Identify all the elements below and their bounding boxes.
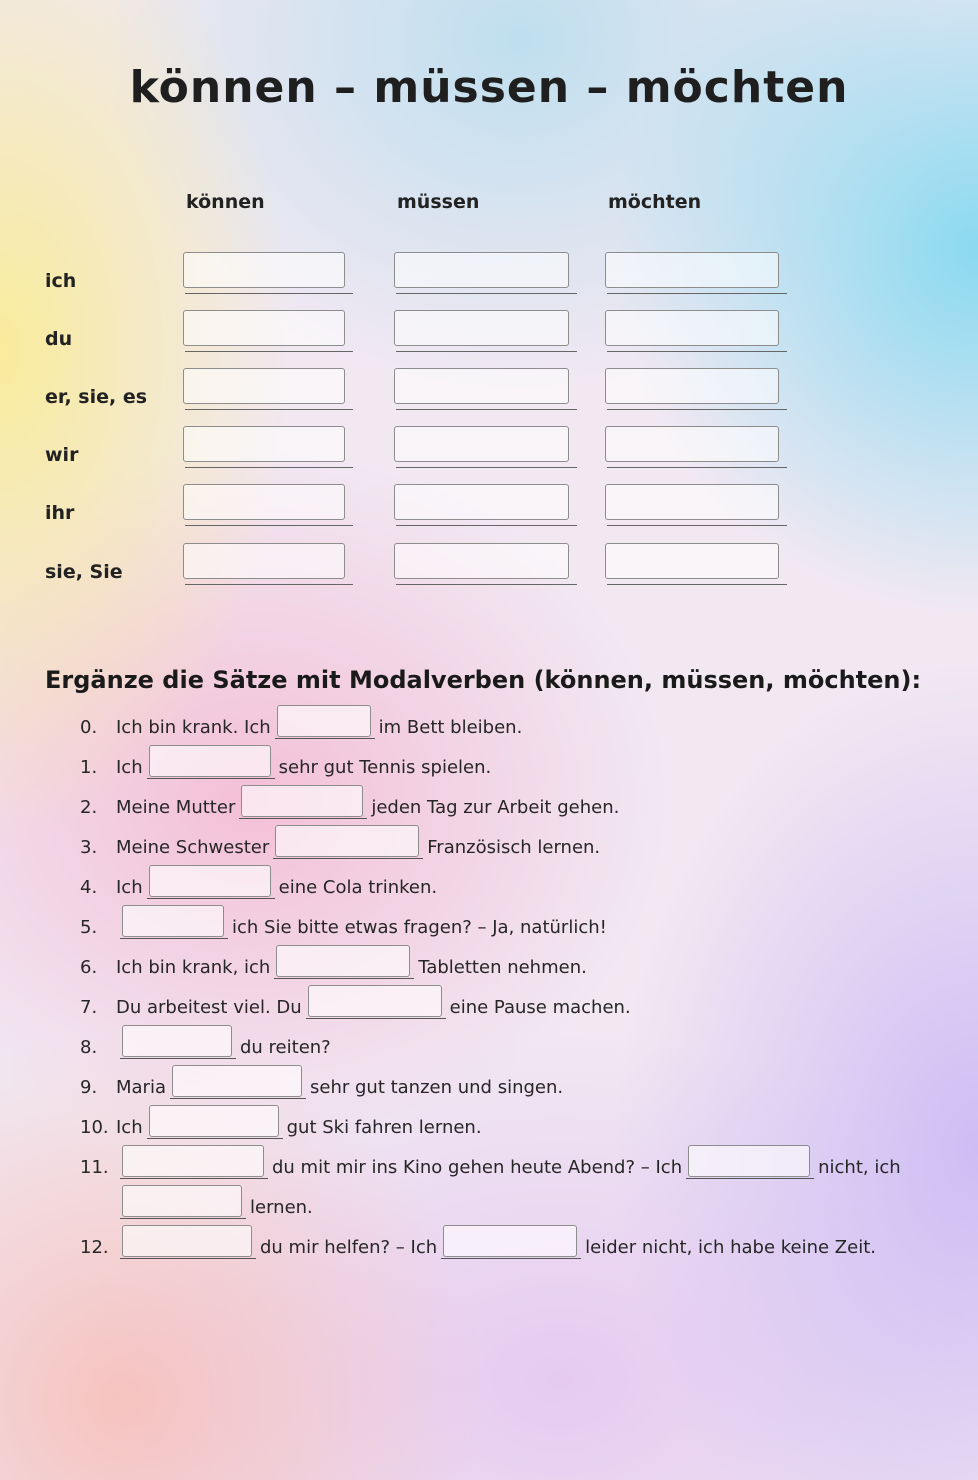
answer-box[interactable] [605, 426, 779, 462]
answer-gap[interactable] [120, 1025, 236, 1059]
answer-cell-koennen-er-sie-es[interactable] [183, 368, 353, 410]
answer-underline [607, 409, 787, 411]
answer-box[interactable] [183, 543, 345, 579]
answer-cell-muessen-ich[interactable] [394, 252, 577, 294]
sentence-number: 5. [80, 917, 98, 938]
sentence-10 [80, 1105, 482, 1145]
sentence-number: 3. [80, 837, 98, 858]
answer-cell-muessen-sie-Sie[interactable] [394, 543, 577, 585]
sentence-2 [80, 785, 619, 825]
sentence-number: 6. [80, 957, 98, 978]
answer-cell-koennen-wir[interactable] [183, 426, 353, 468]
sentence-12 [80, 1225, 876, 1265]
sentence-3 [80, 825, 600, 865]
sentence-text: jeden Tag zur Arbeit gehen. [371, 797, 620, 818]
sentence-11-continued [80, 1185, 313, 1225]
sentence-text: ich Sie bitte etwas fragen? – Ja, natürlich! [232, 917, 607, 938]
answer-gap[interactable] [120, 905, 228, 939]
pronoun-wir: wir [45, 444, 79, 466]
answer-box[interactable] [394, 368, 569, 404]
sentence-text: Französisch lernen. [427, 837, 601, 858]
sentence-6 [80, 945, 587, 985]
answer-box[interactable] [394, 252, 569, 288]
sentence-text: Maria [116, 1077, 166, 1098]
sentence-text: Ich [116, 757, 143, 778]
sentence-text: Ich [116, 877, 143, 898]
answer-underline [396, 467, 577, 469]
sentence-number: 8. [80, 1037, 98, 1058]
answer-gap[interactable] [273, 825, 423, 859]
column-header-moechten: möchten [608, 191, 702, 213]
answer-underline [185, 351, 353, 353]
answer-gap[interactable] [147, 1105, 283, 1139]
answer-underline [396, 293, 577, 295]
answer-gap[interactable] [147, 745, 275, 779]
sentence-number: 2. [80, 797, 98, 818]
pronoun-ich: ich [45, 270, 77, 292]
sentence-text: eine Pause machen. [449, 997, 631, 1018]
answer-underline [185, 467, 353, 469]
answer-underline [396, 525, 577, 527]
sentence-number: 9. [80, 1077, 98, 1098]
sentence-number: 1. [80, 757, 98, 778]
answer-box[interactable] [605, 252, 779, 288]
answer-box[interactable] [605, 368, 779, 404]
answer-cell-muessen-er-sie-es[interactable] [394, 368, 577, 410]
answer-box[interactable] [394, 543, 569, 579]
answer-cell-koennen-ich[interactable] [183, 252, 353, 294]
sentence-text: Tabletten nehmen. [418, 957, 587, 978]
answer-gap[interactable] [275, 705, 375, 739]
answer-underline [396, 409, 577, 411]
answer-box[interactable] [183, 484, 345, 520]
column-header-koennen: können [186, 191, 265, 213]
answer-box[interactable] [394, 426, 569, 462]
answer-cell-koennen-sie-Sie[interactable] [183, 543, 353, 585]
answer-gap[interactable] [120, 1225, 256, 1259]
pronoun-du: du [45, 328, 73, 350]
answer-cell-moechten-ihr[interactable] [605, 484, 787, 526]
answer-box[interactable] [394, 484, 569, 520]
sentence-number: 7. [80, 997, 98, 1018]
answer-underline [396, 584, 577, 586]
sentence-text: Du arbeitest viel. Du [116, 997, 302, 1018]
answer-underline [607, 584, 787, 586]
answer-box[interactable] [605, 484, 779, 520]
answer-cell-koennen-du[interactable] [183, 310, 353, 352]
answer-gap[interactable] [441, 1225, 581, 1259]
sentence-text: du mir helfen? – Ich [260, 1237, 438, 1258]
sentence-text: nicht, ich [818, 1157, 901, 1178]
sentence-text: Ich bin krank, ich [116, 957, 271, 978]
answer-cell-koennen-ihr[interactable] [183, 484, 353, 526]
answer-box[interactable] [394, 310, 569, 346]
sentence-text: Ich bin krank. Ich [116, 717, 271, 738]
answer-cell-moechten-ich[interactable] [605, 252, 787, 294]
answer-box[interactable] [183, 310, 345, 346]
sentence-text: Meine Schwester [116, 837, 270, 858]
answer-underline [185, 584, 353, 586]
answer-gap[interactable] [170, 1065, 306, 1099]
answer-cell-moechten-er-sie-es[interactable] [605, 368, 787, 410]
answer-underline [396, 351, 577, 353]
pronoun-er-sie-es: er, sie, es [45, 386, 148, 408]
answer-cell-muessen-ihr[interactable] [394, 484, 577, 526]
answer-gap[interactable] [120, 1185, 246, 1219]
answer-box[interactable] [183, 252, 345, 288]
sentence-text: eine Cola trinken. [278, 877, 438, 898]
sentence-text: du reiten? [240, 1037, 331, 1058]
sentence-text: lernen. [250, 1197, 313, 1218]
answer-gap[interactable] [147, 865, 275, 899]
answer-gap[interactable] [274, 945, 414, 979]
sentence-4 [80, 865, 437, 905]
sentence-text: sehr gut tanzen und singen. [310, 1077, 564, 1098]
sentence-text: gut Ski fahren lernen. [286, 1117, 482, 1138]
sentence-11 [80, 1145, 901, 1185]
column-header-muessen: müssen [397, 191, 480, 213]
answer-underline [607, 351, 787, 353]
answer-box[interactable] [605, 310, 779, 346]
sentence-1 [80, 745, 491, 785]
answer-gap[interactable] [306, 985, 446, 1019]
answer-box[interactable] [605, 543, 779, 579]
answer-box[interactable] [183, 368, 345, 404]
sentence-5 [80, 905, 607, 945]
sentence-text: im Bett bleiben. [378, 717, 523, 738]
answer-underline [185, 409, 353, 411]
sentence-number: 4. [80, 877, 98, 898]
answer-underline [607, 525, 787, 527]
exercise-instruction: Ergänze die Sätze mit Modalverben (können, müssen, möchten): [45, 666, 922, 694]
answer-cell-moechten-du[interactable] [605, 310, 787, 352]
pronoun-ihr: ihr [45, 502, 75, 524]
sentence-9 [80, 1065, 563, 1105]
sentence-0 [80, 705, 522, 745]
pronoun-sie-Sie: sie, Sie [45, 561, 123, 583]
answer-underline [607, 467, 787, 469]
answer-underline [607, 293, 787, 295]
sentence-number: 12. [80, 1237, 109, 1258]
sentence-number: 0. [80, 717, 98, 738]
sentence-8 [80, 1025, 331, 1065]
worksheet-title: können – müssen – möchten [129, 62, 849, 113]
sentence-text: Meine Mutter [116, 797, 236, 818]
answer-cell-muessen-du[interactable] [394, 310, 577, 352]
answer-cell-moechten-sie-Sie[interactable] [605, 543, 787, 585]
answer-gap[interactable] [686, 1145, 814, 1179]
answer-gap[interactable] [120, 1145, 268, 1179]
answer-cell-muessen-wir[interactable] [394, 426, 577, 468]
answer-gap[interactable] [239, 785, 367, 819]
sentence-text: Ich [116, 1117, 143, 1138]
answer-underline [185, 293, 353, 295]
answer-box[interactable] [183, 426, 345, 462]
sentence-7 [80, 985, 631, 1025]
sentence-number: 11. [80, 1157, 109, 1178]
answer-cell-moechten-wir[interactable] [605, 426, 787, 468]
sentence-text: leider nicht, ich habe keine Zeit. [585, 1237, 876, 1258]
answer-underline [185, 525, 353, 527]
sentence-number: 10. [80, 1117, 109, 1138]
sentence-text: du mit mir ins Kino gehen heute Abend? – Ich [272, 1157, 683, 1178]
sentence-text: sehr gut Tennis spielen. [278, 757, 492, 778]
